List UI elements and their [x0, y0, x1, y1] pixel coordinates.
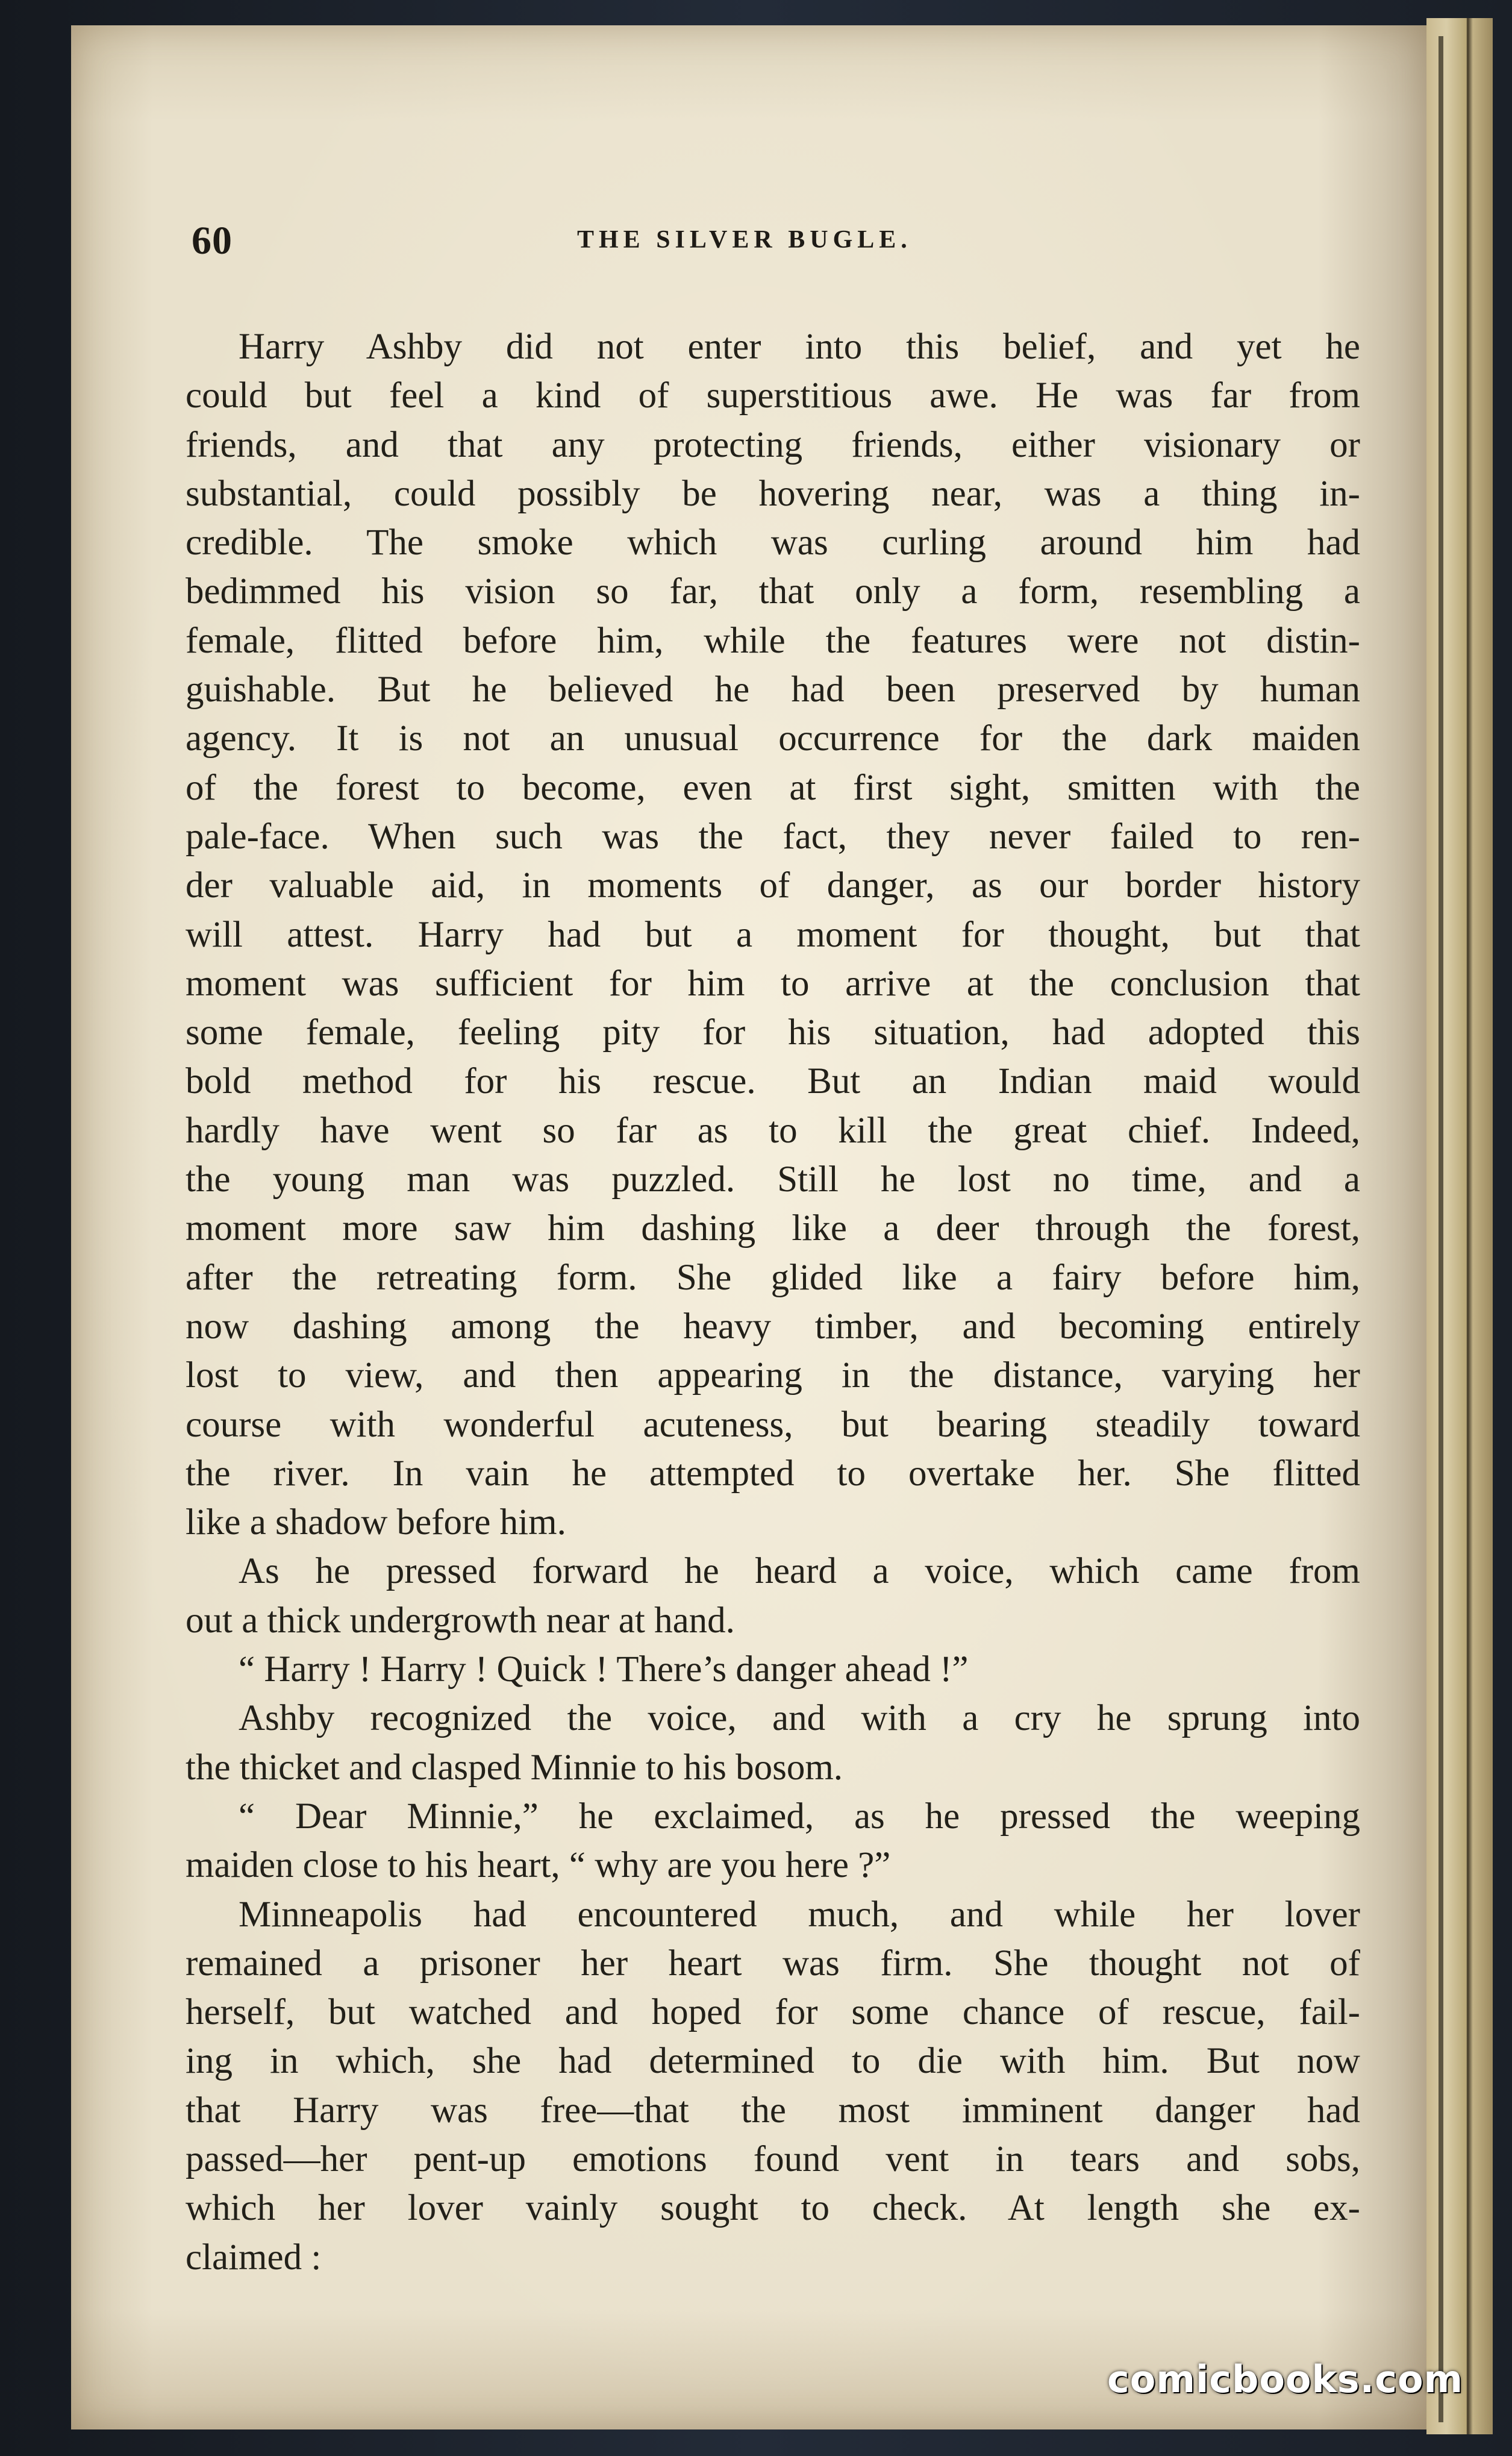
text-line: Ashby recognized the voice, and with a cry he sprung into	[239, 1698, 1360, 1739]
text-line: credible. The smoke which was curling around him had	[186, 522, 1360, 563]
text-line: pale-face. When such was the fact, they never failed to ren-	[186, 816, 1360, 857]
text-line: the young man was puzzled. Still he lost no time, and a	[186, 1159, 1360, 1200]
text-line: which her lover vainly sought to check. At length she ex-	[186, 2188, 1360, 2229]
text-line: passed—her pent-up emotions found vent in tears and sobs,	[186, 2138, 1360, 2179]
text-line: some female, feeling pity for his situation, had adopted this	[186, 1012, 1360, 1053]
watermark: comicbooks.com	[1107, 2357, 1464, 2401]
page-number: 60	[192, 219, 233, 263]
text-line: “ Dear Minnie,” he exclaimed, as he pressed the weeping	[239, 1796, 1360, 1837]
text-line: of the forest to become, even at first sight, smitten with the	[186, 767, 1360, 808]
text-line: the thicket and clasped Minnie to his bosom.	[186, 1747, 843, 1788]
text-line: herself, but watched and hoped for some chance of rescue, fail-	[186, 1992, 1360, 2033]
text-line: As he pressed forward he heard a voice, which came from	[239, 1551, 1360, 1592]
text-line: hardly have went so far as to kill the great chief. Indeed,	[186, 1110, 1360, 1151]
text-line: lost to view, and then appearing in the distance, varying her	[186, 1355, 1360, 1396]
text-line: “ Harry ! Harry ! Quick ! There’s danger ahead !”	[239, 1649, 969, 1690]
text-line: that Harry was free—that the most imminent danger had	[186, 2090, 1360, 2131]
text-line: female, flitted before him, while the features were not distin-	[186, 620, 1360, 661]
text-line: moment more saw him dashing like a deer through the forest,	[186, 1208, 1360, 1249]
text-line: out a thick undergrowth near at hand.	[186, 1600, 735, 1641]
text-line: the river. In vain he attempted to overtake her. She flitted	[186, 1453, 1360, 1494]
text-line: like a shadow before him.	[186, 1502, 566, 1543]
text-line: bedimmed his vision so far, that only a form, resembling a	[186, 571, 1360, 612]
running-title: THE SILVER BUGLE.	[577, 226, 912, 254]
text-line: Minneapolis had encountered much, and while her lover	[239, 1894, 1360, 1935]
text-line: after the retreating form. She glided like a fairy before him,	[186, 1257, 1360, 1298]
text-line: agency. It is not an unusual occurrence for the dark maiden	[186, 718, 1360, 759]
text-line: ing in which, she had determined to die with him. But now	[186, 2041, 1360, 2082]
text-line: course with wonderful acuteness, but bearing steadily toward	[186, 1404, 1360, 1445]
text-line: maiden close to his heart, “ why are you here ?”	[186, 1845, 891, 1886]
text-line: remained a prisoner her heart was firm. She thought not of	[186, 1943, 1360, 1984]
text-line: der valuable aid, in moments of danger, as our border history	[186, 865, 1360, 906]
text-line: could but feel a kind of superstitious awe. He was far from	[186, 375, 1360, 416]
text-line: substantial, could possibly be hovering near, was a thing in-	[186, 473, 1360, 514]
text-line: moment was sufficient for him to arrive at the conclusion that	[186, 963, 1360, 1004]
text-line: Harry Ashby did not enter into this belief, and yet he	[239, 327, 1360, 367]
text-line: bold method for his rescue. But an Indian maid would	[186, 1061, 1360, 1102]
running-head	[192, 218, 1360, 278]
book-spine	[1439, 36, 1443, 2422]
body-text	[186, 322, 1360, 2282]
next-page-edge	[1426, 18, 1493, 2434]
text-line: friends, and that any protecting friends, either visionary or	[186, 424, 1360, 465]
text-line: guishable. But he believed he had been preserved by human	[186, 669, 1360, 710]
text-line: claimed :	[186, 2237, 322, 2278]
text-line: will attest. Harry had but a moment for thought, but that	[186, 914, 1360, 955]
text-line: now dashing among the heavy timber, and becoming entirely	[186, 1306, 1360, 1347]
